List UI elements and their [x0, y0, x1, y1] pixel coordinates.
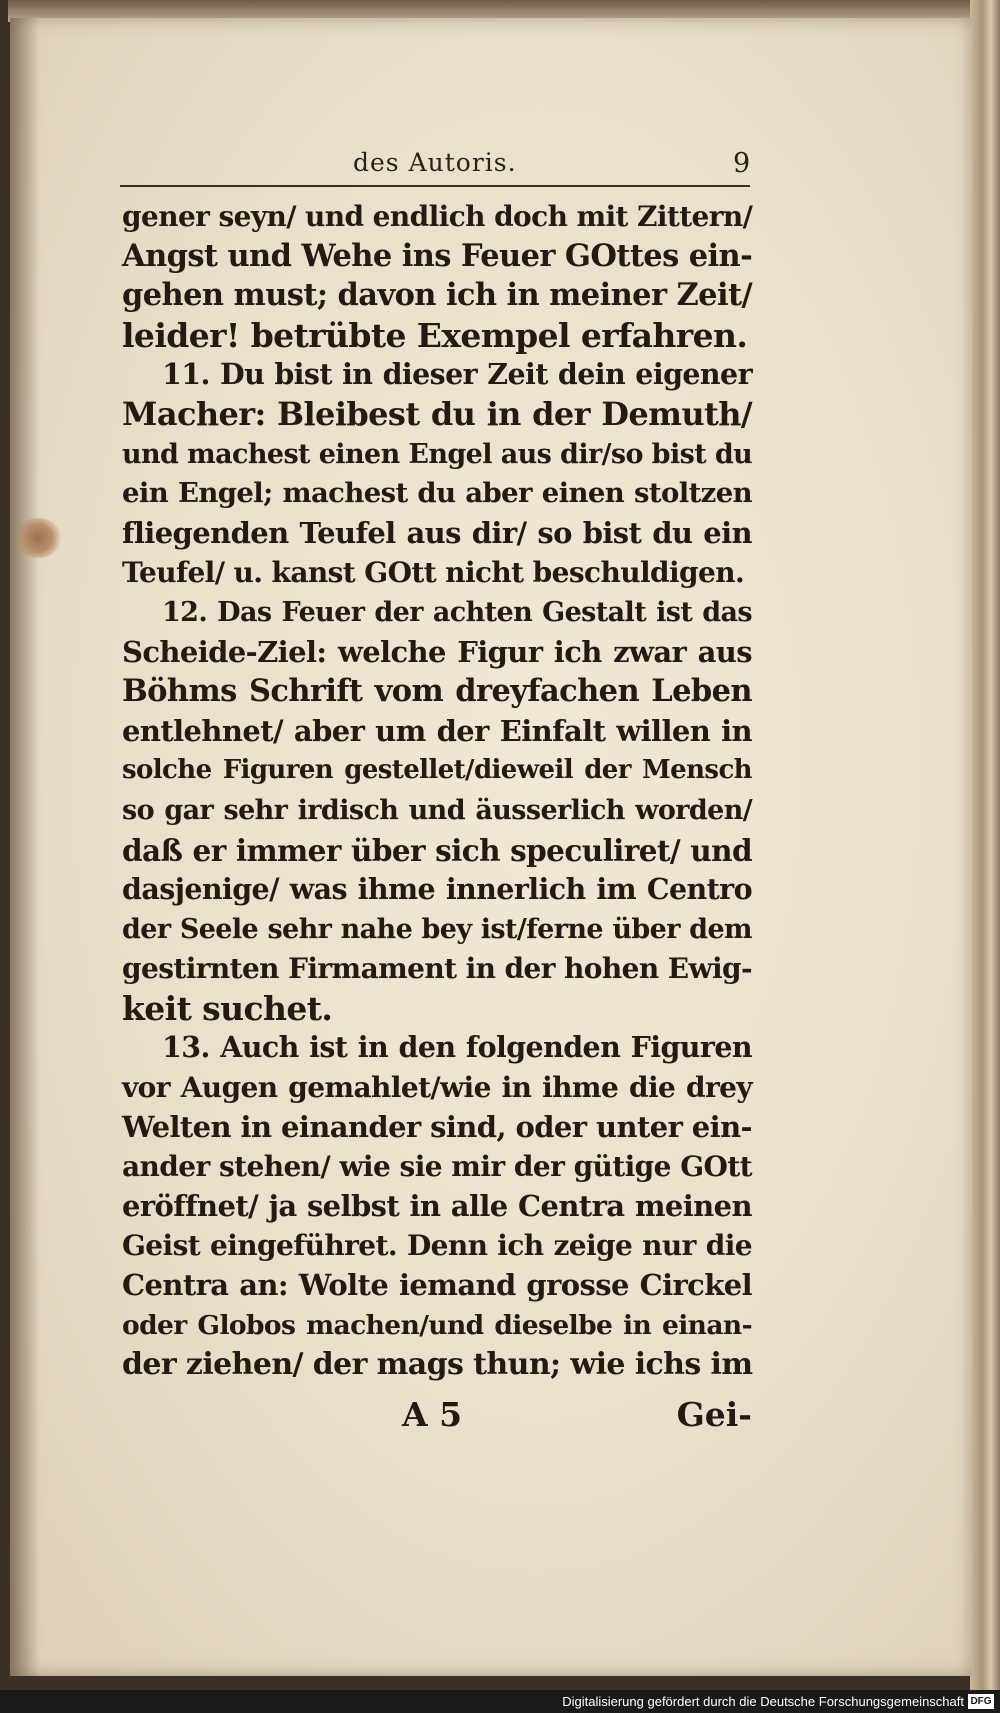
- page-footer: [122, 1395, 752, 1435]
- text-line: und machest einen Engel aus dir/so bist du: [122, 438, 753, 470]
- text-line: Welten in einander sind, oder unter ein-: [122, 1109, 752, 1144]
- catchword: Gei-: [676, 1395, 752, 1434]
- text-line: dasjenige/ was ihme innerlich im Centro: [122, 872, 752, 907]
- page-header: [118, 148, 758, 188]
- text-line: Teufel/ u. kanst GOtt nicht beschuldigen.: [122, 556, 745, 590]
- text-line: Böhms Schrift vom dreyfachen Leben: [122, 673, 752, 710]
- page-number: 9: [733, 148, 751, 179]
- text-line: keit suchet.: [122, 988, 333, 1028]
- text-line: entlehnet/ aber um der Einfalt willen in: [122, 713, 752, 748]
- scan-credit-bar: [0, 1690, 1000, 1713]
- dfg-logo-icon: DFG: [968, 1694, 994, 1709]
- signature-mark: A 5: [402, 1395, 463, 1434]
- text-line: 13. Auch ist in den folgenden Figuren: [162, 1030, 752, 1065]
- text-line: fliegenden Teufel aus dir/ so bist du ein: [122, 515, 752, 550]
- page-stain: [14, 518, 62, 558]
- text-line: vor Augen gemahlet/wie in ihme die drey: [122, 1071, 752, 1105]
- running-title: des Autoris.: [353, 148, 517, 177]
- text-line: ander stehen/ wie sie mir der gütige GOtt: [122, 1150, 752, 1184]
- text-line: Centra an: Wolte iemand grosse Circkel: [122, 1268, 752, 1303]
- scan-credit-text: Digitalisierung gefördert durch die Deutsche Forschungsgemeinschaft: [562, 1694, 964, 1709]
- text-line: Macher: Bleibest du in der Demuth/: [122, 394, 752, 433]
- text-line: solche Figuren gestellet/dieweil der Mensch: [122, 755, 752, 786]
- text-line: eröffnet/ ja selbst in alle Centra meinen: [122, 1188, 752, 1223]
- text-line: oder Globos machen/und dieselbe in einan-: [122, 1309, 752, 1341]
- text-line: ein Engel; machest du aber einen stoltzen: [122, 477, 752, 510]
- text-line: gehen must; davon ich in meiner Zeit/: [122, 277, 752, 314]
- spine-shadow: [10, 18, 40, 1676]
- text-line: daß er immer über sich speculiret/ und: [122, 832, 752, 868]
- text-line: so gar sehr irdisch und äusserlich worden/: [122, 794, 752, 826]
- text-line: 12. Das Feuer der achten Gestalt ist das: [162, 596, 752, 628]
- text-line: gener seyn/ und endlich doch mit Zittern/: [122, 200, 753, 233]
- text-line: der Seele sehr nahe bey ist/ferne über dem: [122, 913, 752, 945]
- text-line: Geist eingeführet. Denn ich zeige nur die: [122, 1229, 752, 1263]
- text-line: Angst und Wehe ins Feuer GOttes ein-: [122, 237, 753, 274]
- text-line: leider! betrübte Exempel erfahren.: [122, 315, 748, 355]
- text-line: gestirnten Firmament in der hohen Ewig-: [122, 952, 753, 986]
- body-text: [122, 197, 752, 1385]
- header-rule: [120, 185, 750, 187]
- text-line: der ziehen/ der mags thun; wie ichs im: [122, 1347, 753, 1383]
- text-line: Scheide-Ziel: welche Figur ich zwar aus: [122, 634, 752, 669]
- page-edge-right: [970, 0, 1000, 1690]
- text-line: 11. Du bist in dieser Zeit dein eigener: [162, 357, 752, 392]
